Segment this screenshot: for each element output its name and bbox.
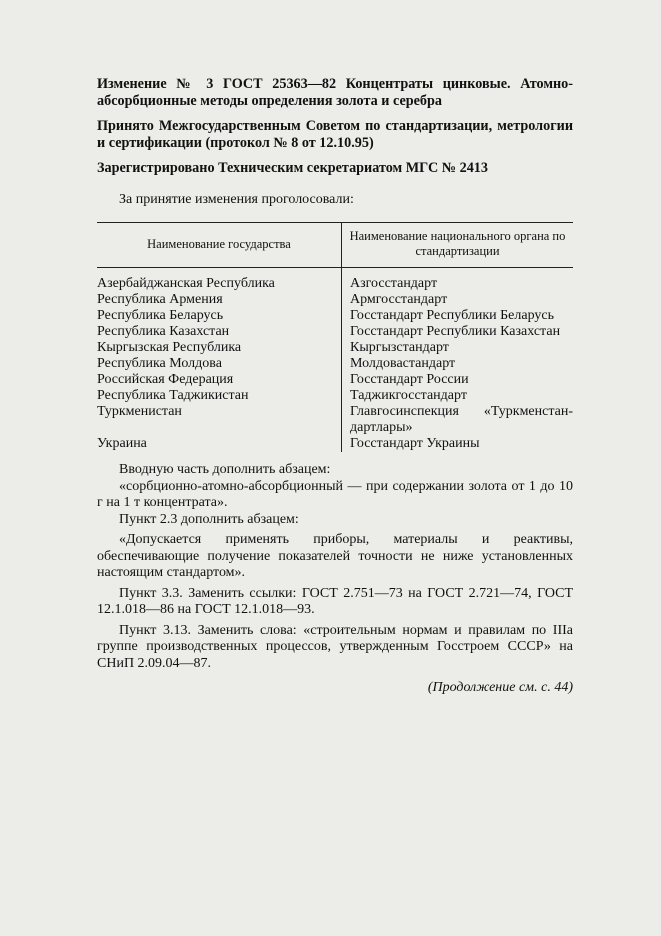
table-row xyxy=(97,404,573,436)
paragraph-item-3-13: Пункт 3.13. Заменить слова: «строительным нормам и правилам по IIIa группе производственных процессов, утвержденным Госстроем СССР» на СНиП 2.09.04—87. xyxy=(97,622,573,671)
continuation-note: (Продолжение см. с. 44) xyxy=(427,680,573,695)
paragraph-intro-addition: Вводную часть дополнить абзацем: xyxy=(119,462,331,477)
state-cell: Украина xyxy=(97,436,342,452)
table-row xyxy=(97,436,573,452)
state-cell: Российская Федерация xyxy=(97,372,342,388)
state-cell: Республика Казахстан xyxy=(97,324,342,340)
body-cell: Госстандарт Республики Беларусь xyxy=(350,308,555,323)
state-cell: Кыргызская Республика xyxy=(97,340,342,356)
body-cell: Госстандарт Республики Казахстан xyxy=(350,324,561,339)
state-cell: Азербайджанская Республика xyxy=(97,268,342,293)
paragraph-item-3-3: Пункт 3.3. Заменить ссылки: ГОСТ 2.751—73 на ГОСТ 2.721—74, ГОСТ 12.1.018—86 на ГОСТ 12.1.018—93. xyxy=(97,585,573,617)
paragraph-quote-2: «Допускается применять приборы, материалы и реактивы, обеспечивающие получение показателей точности не ниже установленных настоящим стандартом». xyxy=(97,532,573,580)
body-cell: Азгосстандарт xyxy=(350,276,438,291)
body-cell: Армгосстандарт xyxy=(350,292,448,307)
table-row xyxy=(97,308,573,324)
voting-table xyxy=(97,222,573,452)
table-row xyxy=(97,268,573,293)
table-row xyxy=(97,372,573,388)
body-cell: Госстандарт Украины xyxy=(350,436,480,451)
adoption-note: Принято Межгосударственным Советом по стандартизации, метрологии и сертификации (протокол № 8 от 12.10.95) xyxy=(97,118,573,151)
body-cell: Главгосинспекция «Туркменстан-дартлары» xyxy=(350,404,573,435)
state-cell: Туркменистан xyxy=(97,404,342,436)
table-row xyxy=(97,324,573,340)
table-header-row xyxy=(97,223,573,268)
table-row xyxy=(97,292,573,308)
body-cell: Молдовастандарт xyxy=(350,356,456,371)
body-cell: Кыргызстандарт xyxy=(350,340,449,355)
state-cell: Республика Армения xyxy=(97,292,342,308)
body-column-header: Наименование национального органа по стандартизации xyxy=(342,223,574,268)
paragraph-quote-1: «сорбционно-атомно-абсорбционный — при содержании золота от 1 до 10 г на 1 т концентрата». xyxy=(97,478,573,510)
paragraph-item-2-3: Пункт 2.3 дополнить абзацем: xyxy=(119,511,299,527)
registration-note: Зарегистрировано Техническим секретариатом МГС № 2413 xyxy=(97,160,488,176)
state-cell: Республика Таджикистан xyxy=(97,388,342,404)
amendment-title: Изменение № 3 ГОСТ 25363—82 Концентраты цинковые. Атомно-абсорбционные методы определения золота и серебра xyxy=(97,76,573,109)
state-column-header: Наименование государства xyxy=(97,223,342,268)
table-row xyxy=(97,356,573,372)
voted-intro: За принятие изменения проголосовали: xyxy=(119,192,354,207)
body-cell: Госстандарт России xyxy=(350,372,469,387)
state-cell: Республика Молдова xyxy=(97,356,342,372)
document-content xyxy=(97,76,573,696)
table-row xyxy=(97,388,573,404)
table-row xyxy=(97,340,573,356)
body-cell: Таджикгосстандарт xyxy=(350,388,467,403)
state-cell: Республика Беларусь xyxy=(97,308,342,324)
amendment-text xyxy=(97,462,573,672)
